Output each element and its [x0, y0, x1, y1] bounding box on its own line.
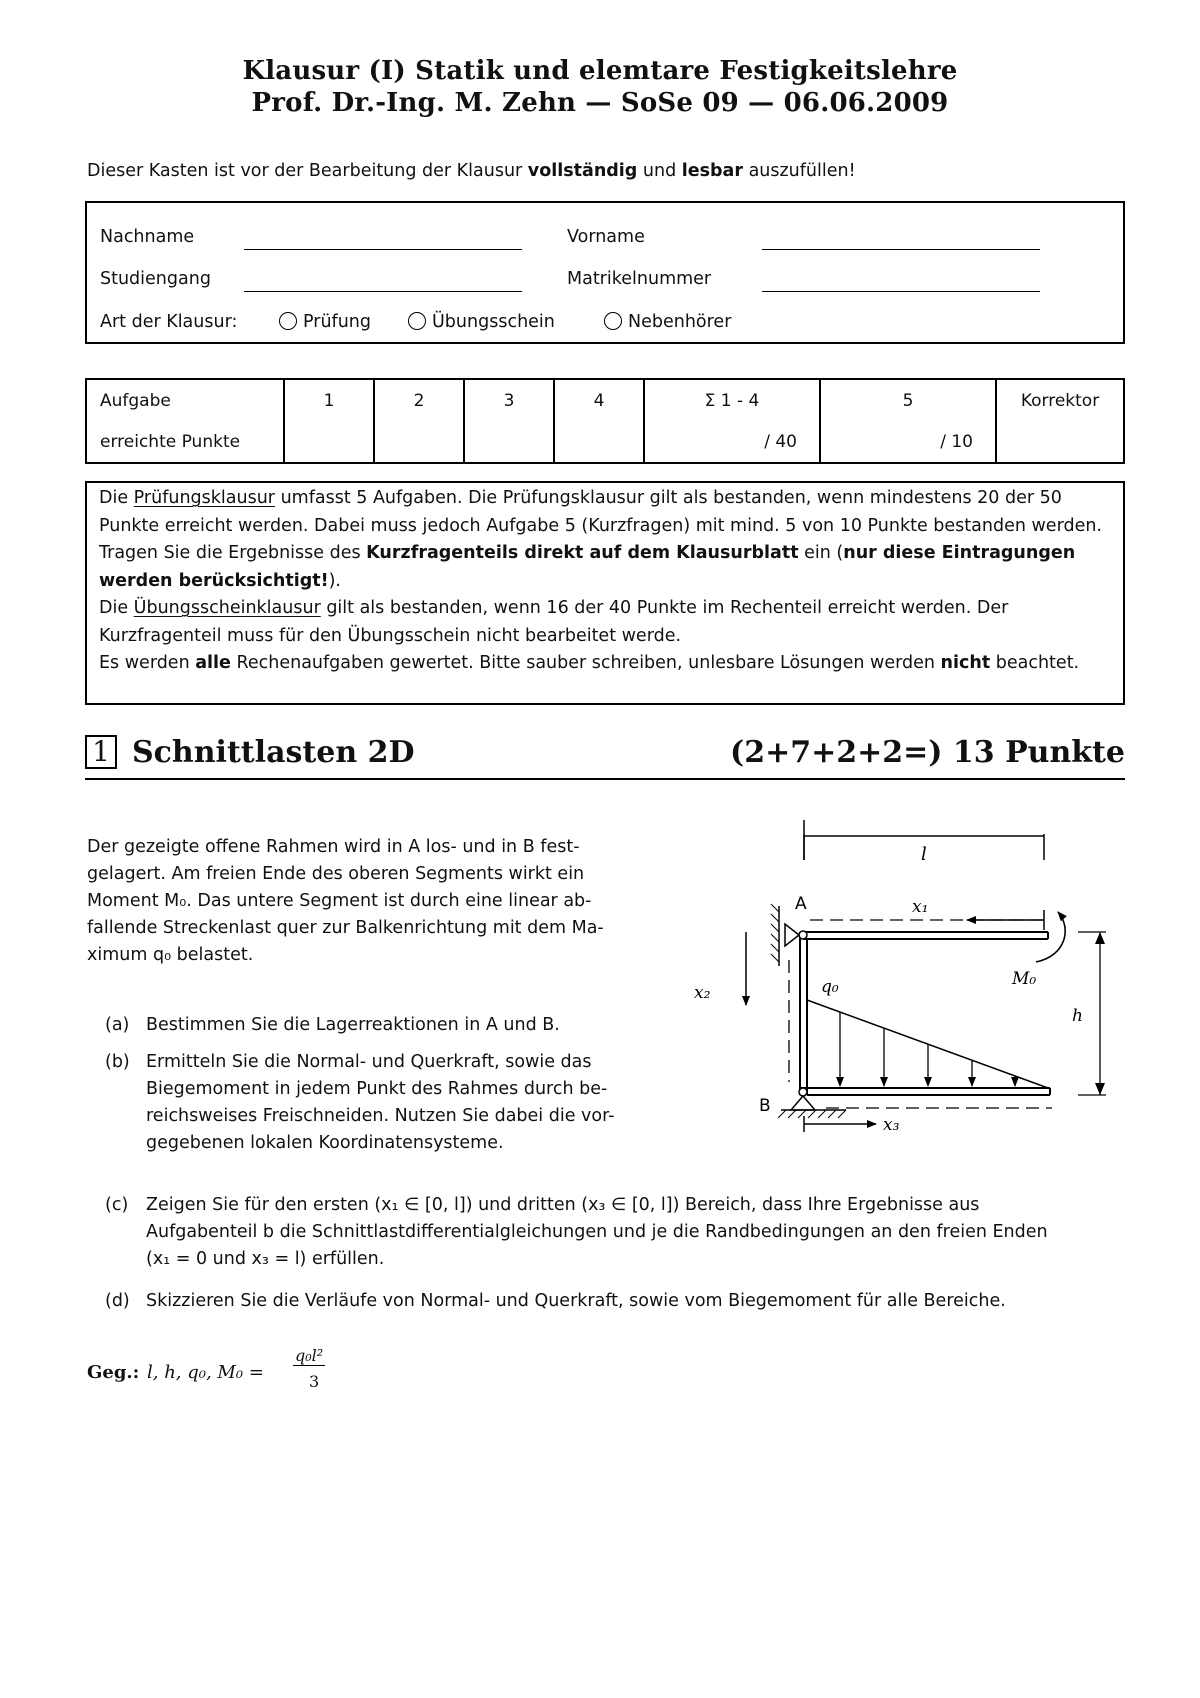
- rules-box: [85, 481, 1125, 705]
- score-header-sum: Σ 1 - 4: [644, 380, 820, 422]
- score-grid: [87, 380, 1123, 462]
- radio-circle-icon[interactable]: [408, 312, 426, 330]
- section-number: 1: [85, 735, 117, 769]
- rules-paragraph-3: Es werden alle Rechenaufgaben gewertet. Bitte sauber schreiben, unlesbare Lösungen werden nicht beachtet.: [99, 653, 1080, 673]
- support-B: [778, 1096, 846, 1118]
- score-header-2: 2: [374, 380, 464, 422]
- radio-circle-icon[interactable]: [604, 312, 622, 330]
- score-header-3: 3: [464, 380, 554, 422]
- score-header-1: 1: [284, 380, 374, 422]
- label-q0: q₀: [821, 977, 839, 997]
- rules-paragraph-1: Die Prüfungsklausur umfasst 5 Aufgaben. Die Prüfungsklausur gilt als bestanden, wenn mindestens 20 der 50 Punkte erreicht werden. Dabei muss jedoch Aufgabe 5 (Kurzfragen) mit mind. 5 von 10 Punkte bestanden werden. Tragen Sie die Ergebnisse des Kurzfragenteils direkt auf dem Klausurblatt ein (nur diese Eintragungen werden berücksichtigt!).: [99, 488, 1102, 591]
- fraction-denominator: 3: [309, 1372, 320, 1391]
- exam-type-label: Art der Klausur:: [100, 312, 238, 332]
- score-header-aufgabe: Aufgabe: [87, 380, 284, 422]
- score-cell-5[interactable]: / 10: [820, 422, 996, 462]
- matriculation-field[interactable]: [762, 291, 1040, 292]
- firstname-label: Vorname: [567, 227, 645, 247]
- lastname-field[interactable]: [244, 249, 522, 250]
- task-item-b: (b) Ermitteln Sie die Normal- und Querkraft, sowie das Biegemoment in jedem Punkt des Rahmes durch be- reichsweises Freischneiden. Nutzen Sie dabei die vor- gegebenen lokalen Koordinatensysteme.: [105, 1052, 615, 1153]
- radio-circle-icon[interactable]: [279, 312, 297, 330]
- label-M0: M₀: [1012, 969, 1037, 989]
- label-B: B: [759, 1096, 771, 1116]
- label-x2: x₂: [694, 983, 711, 1003]
- score-cell-sum[interactable]: / 40: [644, 422, 820, 462]
- score-cell-3[interactable]: [464, 422, 554, 462]
- rules-paragraph-2: Die Übungsscheinklausur gilt als bestanden, wenn 16 der 40 Punkte im Rechenteil erreicht werden. Der Kurzfragenteil muss für den Übungsschein nicht bearbeitet werde.: [99, 598, 1009, 646]
- personal-info-box: [85, 201, 1125, 344]
- exam-title: Klausur (I) Statik und elemtare Festigkeitslehre: [242, 56, 958, 86]
- score-table: [85, 378, 1125, 464]
- score-cell-korrektor[interactable]: [996, 422, 1123, 462]
- option-pruefung[interactable]: Prüfung: [279, 312, 371, 332]
- score-header-5: 5: [820, 380, 996, 422]
- label-l: l: [921, 844, 927, 865]
- task-item-c: (c) Zeigen Sie für den ersten (x₁ ∈ [0, l]) und dritten (x₃ ∈ [0, l]) Bereich, dass Ihre Ergebnisse aus Aufgabenteil b die Schnittlastdifferentialgleichungen und je die Randbedingungen an den freien Enden (x₁ = 0 und x₃ = l) erfüllen.: [105, 1195, 1048, 1269]
- score-header-4: 4: [554, 380, 644, 422]
- fill-instruction: Dieser Kasten ist vor der Bearbeitung der Klausur vollständig und lesbar auszufüllen!: [87, 161, 856, 181]
- x3-axis-arrow: [804, 1116, 876, 1132]
- score-cell-1[interactable]: [284, 422, 374, 462]
- section-header: [85, 728, 1125, 780]
- exam-subtitle: Prof. Dr.-Ing. M. Zehn — SoSe 09 — 06.06.2009: [251, 88, 949, 118]
- dashed-fibers: [789, 920, 1052, 1108]
- label-A: A: [795, 894, 807, 914]
- score-cell-2[interactable]: [374, 422, 464, 462]
- firstname-field[interactable]: [762, 249, 1040, 250]
- label-x3: x₃: [883, 1115, 900, 1135]
- task-intro: Der gezeigte offene Rahmen wird in A los- und in B fest- gelagert. Am freien Ende des oberen Segments wirkt ein Moment M₀. Das untere Segment ist durch eine linear ab- fallende Streckenlast quer zur Balkenrichtung mit dem Ma- ximum q₀ belastet.: [87, 837, 604, 965]
- score-cell-4[interactable]: [554, 422, 644, 462]
- section-title: Schnittlasten 2D: [132, 735, 415, 770]
- frame-structure: [799, 931, 1050, 1096]
- section-points: (2+7+2+2=) 13 Punkte: [730, 735, 1125, 770]
- given-values: Geg.: l, h, q₀, M₀ = q₀l² 3: [87, 1346, 324, 1391]
- matriculation-label: Matrikelnummer: [567, 269, 712, 289]
- fraction-numerator: q₀l²: [295, 1346, 324, 1365]
- program-label: Studiengang: [100, 269, 211, 289]
- option-uebungsschein[interactable]: Übungsschein: [408, 312, 555, 332]
- task-item-a: (a) Bestimmen Sie die Lagerreaktionen in A und B.: [105, 1015, 560, 1035]
- frame-diagram: [680, 820, 1130, 1160]
- program-field[interactable]: [244, 291, 522, 292]
- x1-axis-arrow: [967, 910, 1044, 930]
- lastname-label: Nachname: [100, 227, 195, 247]
- option-nebenhoerer[interactable]: Nebenhörer: [604, 312, 731, 332]
- load-triangle: [807, 1000, 1048, 1088]
- score-row-label: erreichte Punkte: [87, 422, 284, 462]
- task-item-d: (d) Skizzieren Sie die Verläufe von Normal- und Querkraft, sowie vom Biegemoment für alle Bereiche.: [105, 1291, 1006, 1311]
- label-x1: x₁: [912, 897, 929, 917]
- label-h: h: [1072, 1006, 1083, 1026]
- score-header-korrektor: Korrektor: [1020, 391, 1100, 411]
